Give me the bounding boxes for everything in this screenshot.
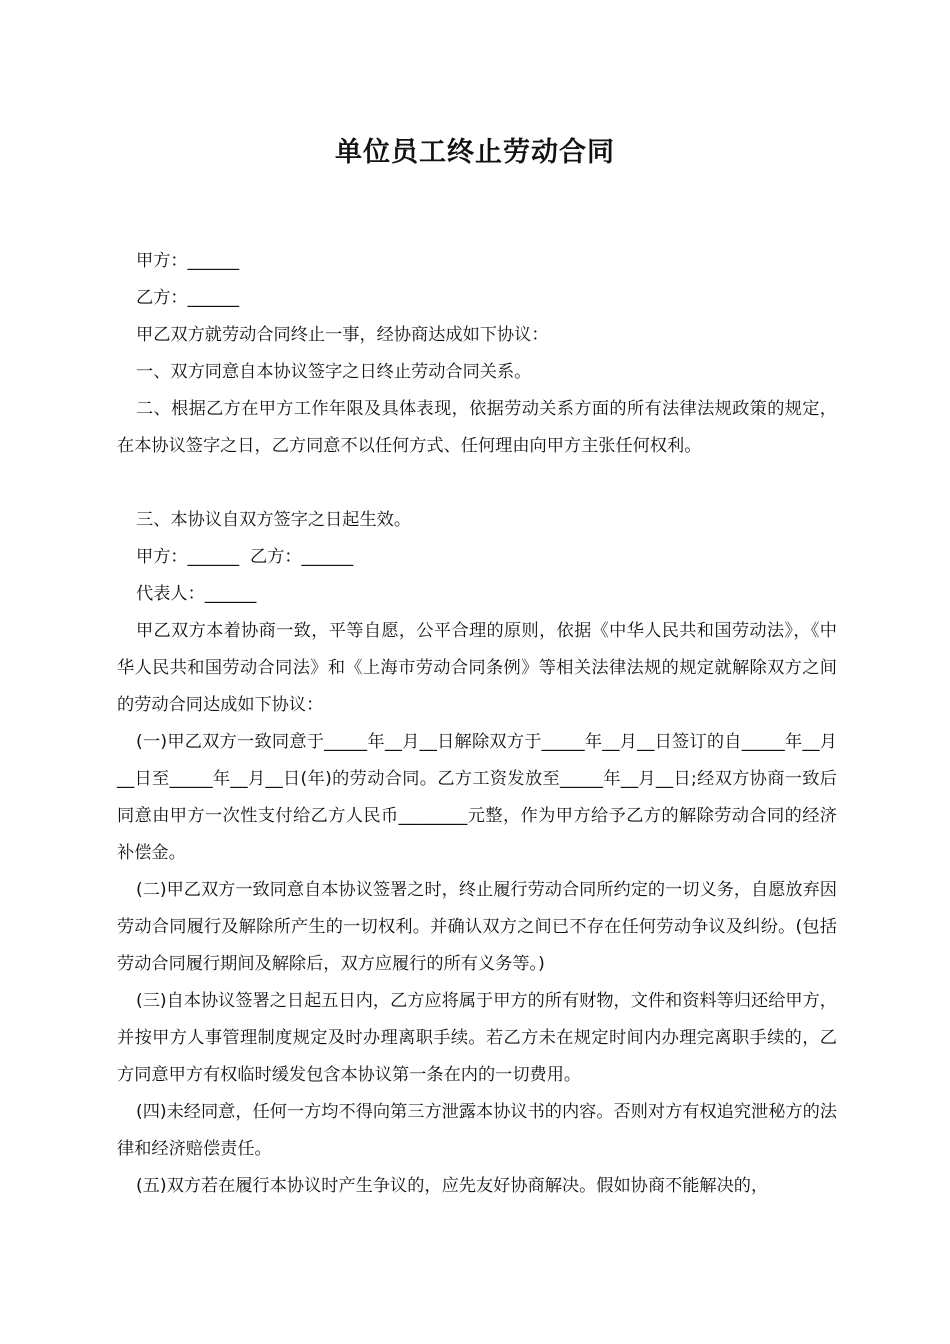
document-title: 单位员工终止劳动合同 bbox=[335, 137, 615, 168]
article-3: (三)自本协议签署之日起五日内，乙方应将属于甲方的所有财物，文件和资料等归还给甲方，并按甲方人事管理制度规定及时办理离职手续。若乙方未在规定时间内办理完离职手续的，乙方同意甲方有权临时缓发包含本协议第一条在内的一切费用。 bbox=[117, 991, 837, 1085]
document-body bbox=[117, 243, 837, 1205]
signature-line: 甲方：______ 乙方：______ bbox=[136, 547, 354, 567]
intro-paragraph: 甲乙双方就劳动合同终止一事，经协商达成如下协议： bbox=[136, 325, 549, 345]
article-5: (五)双方若在履行本协议时产生争议的，应先友好协商解决。假如协商不能解决的， bbox=[136, 1176, 769, 1196]
party-a-line: 甲方：______ bbox=[136, 251, 240, 271]
representative-line: 代表人：______ bbox=[136, 584, 257, 604]
preamble-paragraph: 甲乙双方本着协商一致，平等自愿，公平合理的原则，依据《中华人民共和国劳动法》，《中华人民共和国劳动合同法》和《上海市劳动合同条例》等相关法律法规的规定就解除双方之间的劳动合同达成如下协议： bbox=[117, 621, 837, 715]
article-1: (一)甲乙双方一致同意于_____年__月__日解除双方于_____年__月__日签订的自_____年__月__日至_____年__月__日(年)的劳动合同。乙方工资发放至_____年__月__日;经双方协商一致后同意由甲方一次性支付给乙方人民币________元整，作为甲方给予乙方的解除劳动合同的经济补偿金。 bbox=[117, 732, 837, 863]
article-2: (二)甲乙双方一致同意自本协议签署之时，终止履行劳动合同所约定的一切义务，自愿放弃因劳动合同履行及解除所产生的一切权利。并确认双方之间已不存在任何劳动争议及纠纷。(包括劳动合同履行期间及解除后，双方应履行的所有义务等。) bbox=[117, 880, 837, 974]
party-b-line: 乙方：______ bbox=[136, 288, 240, 308]
paragraph-gap bbox=[117, 465, 837, 502]
article-4: (四)未经同意，任何一方均不得向第三方泄露本协议书的内容。否则对方有权追究泄秘方的法律和经济赔偿责任。 bbox=[117, 1102, 837, 1159]
clause-2: 二、根据乙方在甲方工作年限及具体表现，依据劳动关系方面的所有法律法规政策的规定，在本协议签字之日，乙方同意不以任何方式、任何理由向甲方主张任何权利。 bbox=[117, 399, 837, 456]
clause-1: 一、双方同意自本协议签字之日终止劳动合同关系。 bbox=[136, 362, 532, 382]
clause-3: 三、本协议自双方签字之日起生效。 bbox=[136, 510, 412, 530]
